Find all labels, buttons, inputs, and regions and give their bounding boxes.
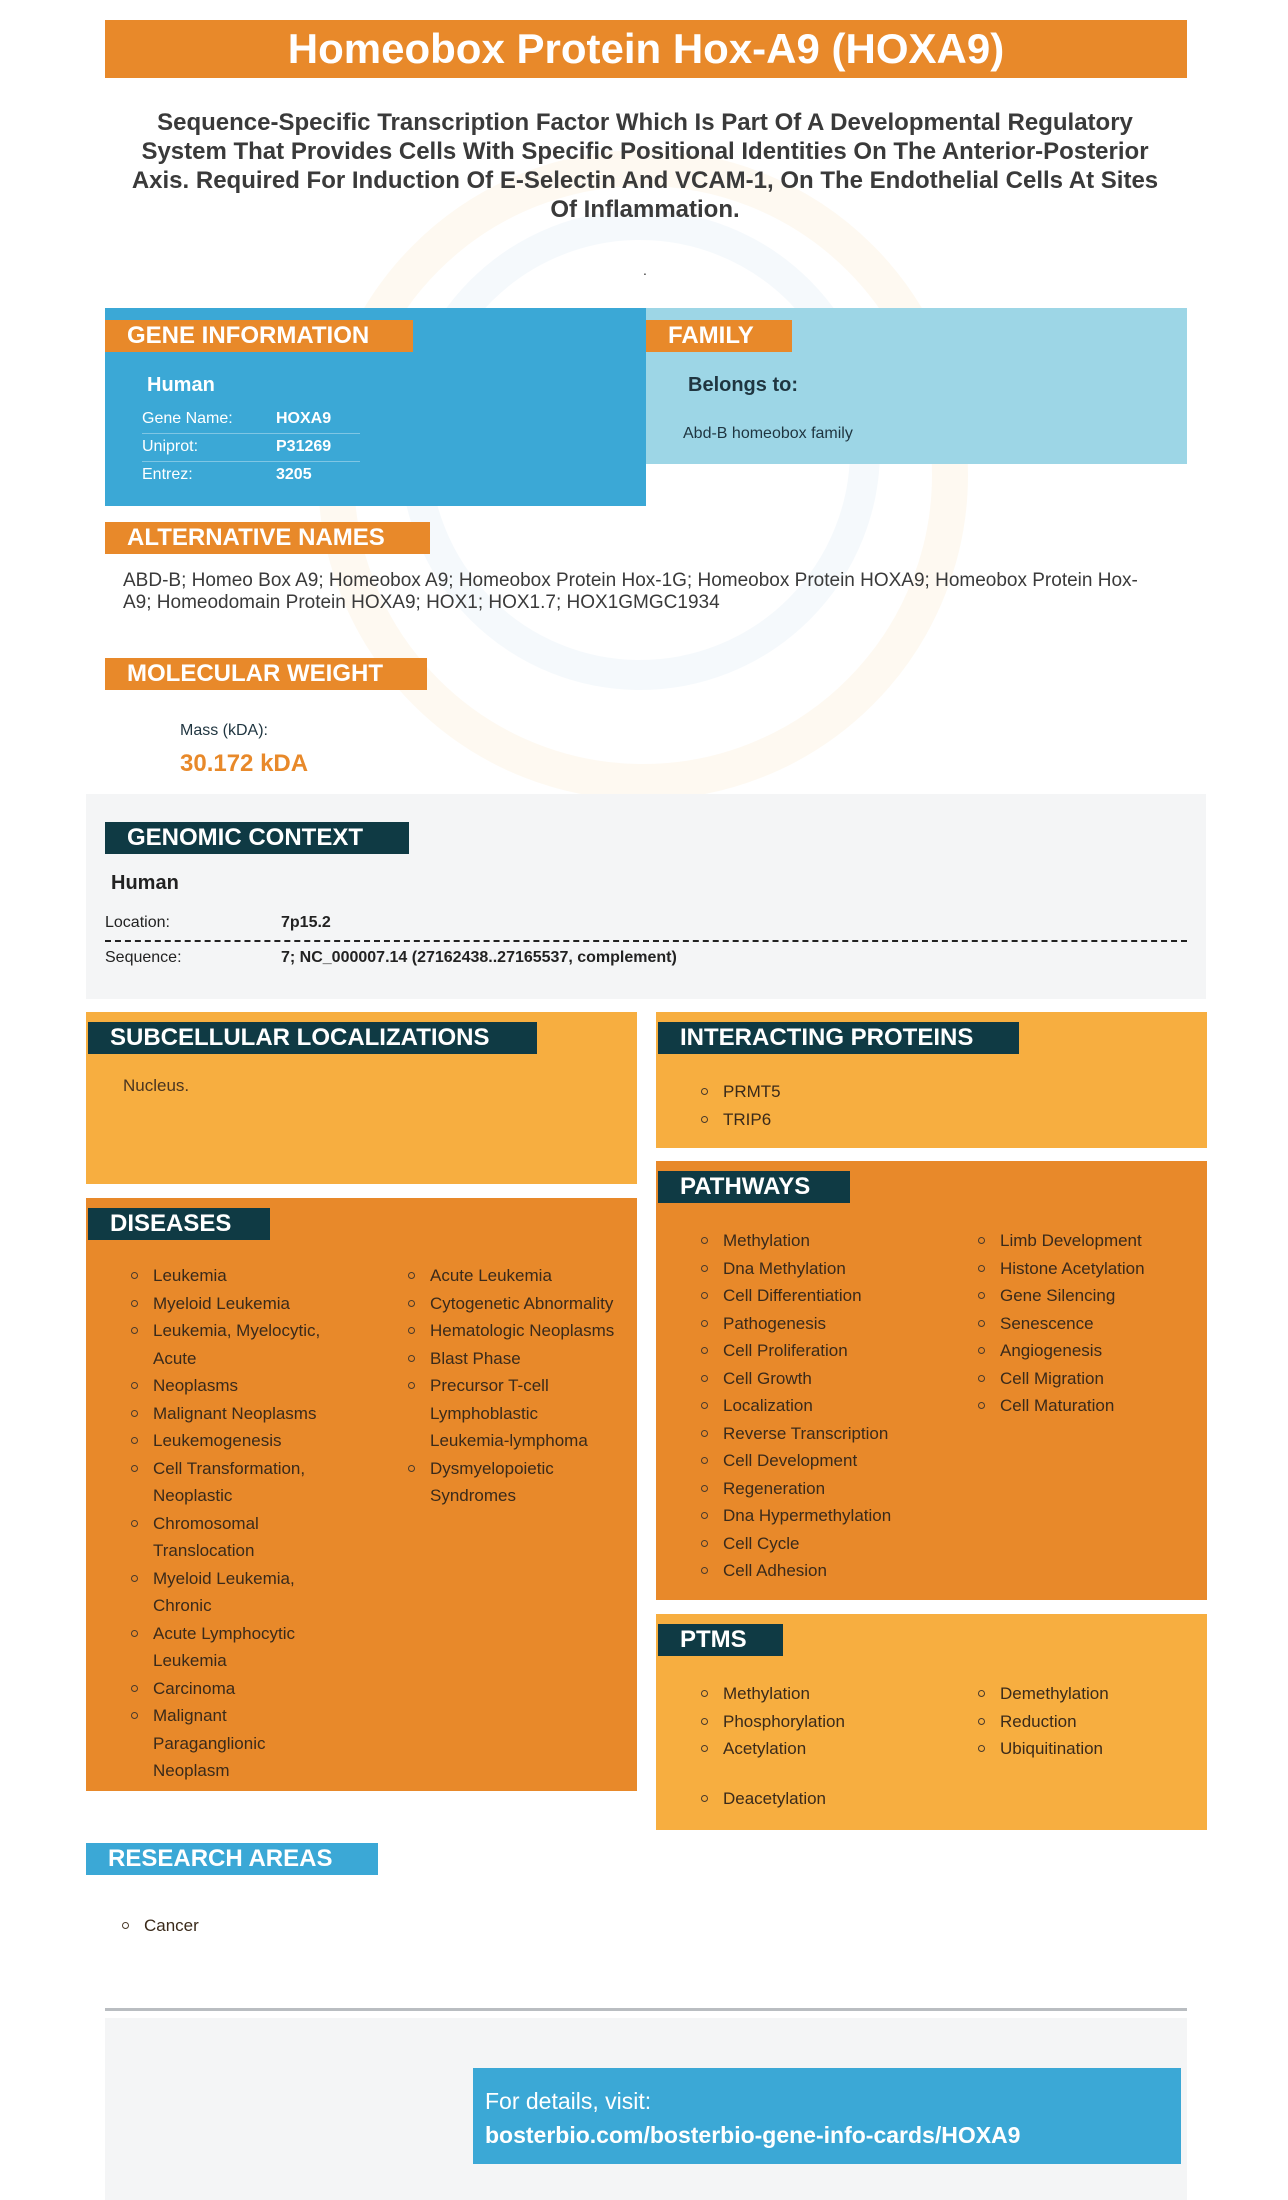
genomic-context-panel: [86, 794, 1206, 999]
uniprot-label: Uniprot:: [142, 438, 199, 455]
list-item: Myeloid Leukemia: [131, 1290, 341, 1318]
family-panel: [646, 308, 1187, 464]
list-item: Cytogenetic Abnormality: [408, 1290, 620, 1318]
footer-url-link[interactable]: bosterbio.com/bosterbio-gene-info-cards/HOXA9: [485, 2122, 1021, 2148]
list-item: Malignant Neoplasms: [131, 1400, 341, 1428]
list-item: Hematologic Neoplasms: [408, 1317, 620, 1345]
list-item: Acute Leukemia: [408, 1262, 620, 1290]
list-item: Limb Development: [978, 1227, 1198, 1255]
list-item: Methylation: [701, 1680, 961, 1708]
family-value: Abd-B homeobox family: [683, 425, 853, 442]
list-item: Malignant Paraganglionic Neoplasm: [131, 1702, 341, 1785]
list-item: Cell Proliferation: [701, 1337, 961, 1365]
alt-names-text: ABD-B; Homeo Box A9; Homeobox A9; Homeobox Protein Hox-1G; Homeobox Protein HOXA9; Homeobox Protein Hox-A9; Homeodomain Protein HOXA9; HOX1; HOX1.7; HOX1GMGC1934: [123, 570, 1138, 613]
subcellular-panel: [86, 1012, 637, 1184]
list-item: Dna Methylation: [701, 1255, 961, 1283]
list-item: Reduction: [978, 1708, 1198, 1736]
interacting-panel: [656, 1012, 1207, 1148]
mw-heading: MOLECULAR WEIGHT: [105, 658, 427, 690]
footer-line1: For details, visit:: [485, 2088, 652, 2114]
page-title: Homeobox Protein Hox-A9 (HOXA9): [287, 25, 1005, 72]
list-item: Localization: [701, 1392, 961, 1420]
list-item: Gene Silencing: [978, 1282, 1198, 1310]
genomic-divider: [105, 940, 1187, 942]
list-item: Angiogenesis: [978, 1337, 1198, 1365]
list-item: Cancer: [122, 1912, 199, 1940]
diseases-list-col1: [131, 1262, 341, 1785]
subcellular-heading: SUBCELLULAR LOCALIZATIONS: [88, 1022, 537, 1054]
pathways-list-col2: [978, 1227, 1198, 1420]
gene-info-row: [142, 406, 360, 434]
genomic-species: Human: [111, 872, 179, 894]
list-item: Cell Growth: [701, 1365, 961, 1393]
interacting-heading: INTERACTING PROTEINS: [658, 1022, 1019, 1054]
ptms-heading: PTMS: [658, 1624, 783, 1656]
gene-name-label: Gene Name:: [142, 410, 233, 427]
list-item: Chromosomal Translocation: [131, 1510, 341, 1565]
list-item: Cell Differentiation: [701, 1282, 961, 1310]
location-label: Location:: [105, 914, 170, 931]
list-item: Cell Development: [701, 1447, 961, 1475]
list-item: Phosphorylation: [701, 1708, 961, 1736]
gene-info-panel: [105, 308, 646, 506]
ptms-list-col2: [978, 1680, 1198, 1763]
list-item: Pathogenesis: [701, 1310, 961, 1338]
ptms-list-col1: [701, 1680, 961, 1763]
list-item: Acute Lymphocytic Leukemia: [131, 1620, 341, 1675]
list-item: Myeloid Leukemia, Chronic: [131, 1565, 341, 1620]
diseases-panel: [86, 1198, 637, 1791]
list-item: Senescence: [978, 1310, 1198, 1338]
pathways-panel: [656, 1161, 1207, 1600]
footer-divider: [105, 2008, 1187, 2011]
family-heading: FAMILY: [646, 320, 792, 352]
diseases-list-col2: [408, 1262, 620, 1510]
entrez-value: 3205: [276, 466, 312, 483]
title-bar: [105, 20, 1187, 78]
list-item: Leukemogenesis: [131, 1427, 341, 1455]
gene-name-value: HOXA9: [276, 410, 332, 427]
mw-label: Mass (kDA):: [180, 722, 268, 739]
list-item: Cell Cycle: [701, 1530, 961, 1558]
diseases-heading: DISEASES: [88, 1208, 270, 1240]
gene-info-table: [142, 406, 360, 489]
list-item: Acetylation: [701, 1735, 961, 1763]
sequence-value: 7; NC_000007.14 (27162438..27165537, complement): [281, 949, 677, 966]
list-item: Deacetylation: [701, 1785, 961, 1813]
list-item: Regeneration: [701, 1475, 961, 1503]
mw-value: 30.172 kDA: [180, 750, 309, 777]
uniprot-value: P31269: [276, 438, 332, 455]
pathways-heading: PATHWAYS: [658, 1171, 850, 1203]
list-item: Cell Adhesion: [701, 1557, 961, 1585]
list-item: Blast Phase: [408, 1345, 620, 1373]
ptms-panel: [656, 1614, 1207, 1830]
pathways-list-col1: [701, 1227, 961, 1585]
list-item: TRIP6: [701, 1106, 781, 1134]
research-heading: RESEARCH AREAS: [86, 1843, 378, 1875]
ptms-list-extra: [701, 1785, 961, 1813]
list-item: Precursor T-cell Lymphoblastic Leukemia-lymphoma: [408, 1372, 620, 1455]
list-item: Carcinoma: [131, 1675, 341, 1703]
list-item: Methylation: [701, 1227, 961, 1255]
location-value: 7p15.2: [281, 914, 331, 931]
footer-link-box[interactable]: [473, 2068, 1181, 2164]
sequence-label: Sequence:: [105, 949, 182, 966]
list-item: Cell Migration: [978, 1365, 1198, 1393]
dot-marker: .: [643, 262, 647, 278]
list-item: Dysmyelopoietic Syndromes: [408, 1455, 620, 1510]
gene-info-row: [142, 462, 360, 489]
list-item: Cell Transformation, Neoplastic: [131, 1455, 341, 1510]
list-item: PRMT5: [701, 1078, 781, 1106]
list-item: Leukemia, Myelocytic, Acute: [131, 1317, 341, 1372]
entrez-label: Entrez:: [142, 466, 193, 483]
gene-info-species: Human: [147, 374, 215, 396]
gene-info-heading: GENE INFORMATION: [105, 320, 413, 352]
gene-info-row: [142, 434, 360, 462]
list-item: Cell Maturation: [978, 1392, 1198, 1420]
interacting-list: [701, 1078, 781, 1133]
list-item: Dna Hypermethylation: [701, 1502, 961, 1530]
list-item: Neoplasms: [131, 1372, 341, 1400]
description: Sequence-Specific Transcription Factor Which Is Part Of A Developmental Regulatory System That Provides Cells With Specific Positional Identities On The Anterior-Posterior Axis. Required For Induction Of E-Selectin And VCAM-1, On The Endothelial Cells At Sites Of Inflammation.: [131, 109, 1159, 223]
list-item: Histone Acetylation: [978, 1255, 1198, 1283]
genomic-heading: GENOMIC CONTEXT: [105, 822, 409, 854]
alt-names-heading: ALTERNATIVE NAMES: [105, 522, 430, 554]
research-list: [122, 1912, 199, 1940]
list-item: Leukemia: [131, 1262, 341, 1290]
list-item: Reverse Transcription: [701, 1420, 961, 1448]
list-item: Ubiquitination: [978, 1735, 1198, 1763]
subcellular-text: Nucleus.: [123, 1076, 190, 1095]
list-item: Demethylation: [978, 1680, 1198, 1708]
family-belongs-label: Belongs to:: [688, 374, 798, 396]
